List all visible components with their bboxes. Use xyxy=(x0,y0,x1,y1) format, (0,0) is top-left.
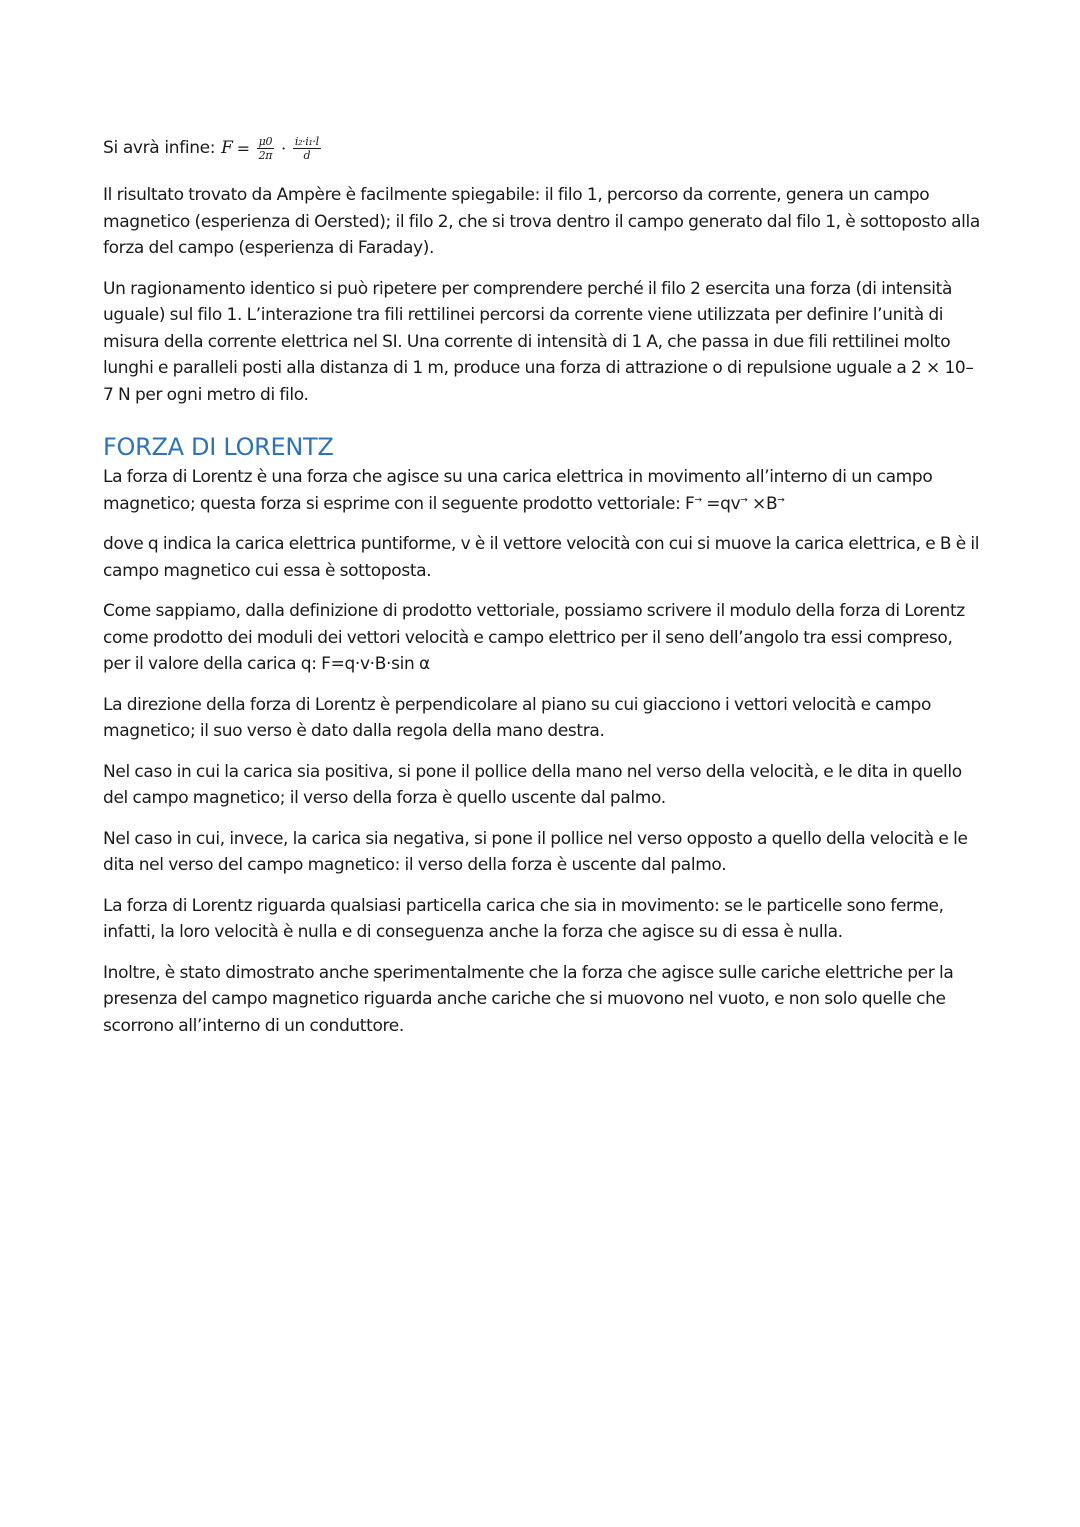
fraction-numerator: μ0 xyxy=(258,134,273,148)
paragraph-vacuum-charges: Inoltre, è stato dimostrato anche sperimentalmente che la forza che agisce sulle cariche elettriche per la presenza del campo magnetico riguarda anche cariche che si muovono nel vuoto, e non solo quelle che scorrono all’interno di un conduttore. xyxy=(103,962,954,1036)
vector-arrow: → xyxy=(740,494,748,505)
fraction-denominator: 2π xyxy=(258,148,273,162)
fraction-currents-over-d xyxy=(293,135,321,162)
formula-lhs: F xyxy=(221,138,233,158)
vector-qv: =qv xyxy=(701,493,741,514)
formula-dot: · xyxy=(281,138,286,158)
paragraph-moving-particles: La forza di Lorentz riguarda qualsiasi particella carica che sia in movimento: se le particelle sono ferme, infatti, la loro velocità è nulla e di conseguenza anche la forza che agisce su di essa è nulla. xyxy=(103,895,944,942)
paragraph-lorentz-direction: La direzione della forza di Lorentz è perpendicolare al piano su cui giacciono i vettori velocità e campo magnetico; il suo verso è dato dalla regola della mano destra. xyxy=(103,694,932,741)
vector-f: F xyxy=(685,493,695,514)
formula-equals: = xyxy=(236,138,250,158)
fraction-numerator: i₂·i₁·l xyxy=(294,134,319,148)
vector-arrow: → xyxy=(777,494,785,505)
fraction-mu-over-2pi xyxy=(257,135,275,162)
paragraph-lorentz-terms: dove q indica la carica elettrica puntiforme, v è il vettore velocità con cui si muove la carica elettrica, e B è il campo magnetico cui essa è sottoposta. xyxy=(103,534,980,581)
vector-b: ×B xyxy=(747,493,778,514)
paragraph-positive-charge: Nel caso in cui la carica sia positiva, si pone il pollice della mano nel verso della velocità, e le dita in quello del campo magnetico; il verso della forza è quello uscente dal palmo. xyxy=(103,761,962,808)
ampere-force-formula xyxy=(221,135,324,162)
lorentz-intro-text: La forza di Lorentz è una forza che agisce su una carica elettrica in movimento all’interno di un campo magnetico; questa forza si esprime con il seguente prodotto vettoriale: xyxy=(103,467,933,514)
force-formula-line xyxy=(103,128,983,168)
document-page xyxy=(103,128,983,1039)
paragraph-ampere-definition: Un ragionamento identico si può ripetere per comprendere perché il filo 2 esercita una forza (di intensità uguale) sul filo 1. L’interazione tra fili rettilinei percorsi da corrente viene utilizzata per definire l’unità di misura della corrente elettrica nel SI. Una corrente di intensità di 1 A, che passa in due fili rettilinei molto lunghi e paralleli posti alla distanza di 1 m, produce una forza di attrazione o di repulsione uguale a 2 × 10–7 N per ogni metro di filo. xyxy=(103,278,974,405)
formula-prefix: Si avrà infine: xyxy=(103,138,216,158)
paragraph-lorentz-intro xyxy=(103,464,983,517)
fraction-denominator: d xyxy=(303,148,311,162)
paragraph-ampere-explanation: Il risultato trovato da Ampère è facilmente spiegabile: il filo 1, percorso da corrente, genera un campo magnetico (esperienza di Oersted); il filo 2, che si trova dentro il campo generato dal filo 1, è sottoposto alla forza del campo (esperienza di Faraday). xyxy=(103,185,980,258)
paragraph-negative-charge: Nel caso in cui, invece, la carica sia negativa, si pone il pollice nel verso opposto a quello della velocità e le dita nel verso del campo magnetico: il verso della forza è uscente dal palmo. xyxy=(103,828,968,875)
section-title: FORZA DI LORENTZ xyxy=(103,433,334,461)
vector-arrow: → xyxy=(694,494,702,505)
paragraph-lorentz-modulus: Come sappiamo, dalla definizione di prodotto vettoriale, possiamo scrivere il modulo della forza di Lorentz come prodotto dei moduli dei vettori velocità e campo elettrico per il seno dell’angolo tra essi compreso, per il valore della carica q: F=q·v·B·sin α xyxy=(103,601,965,674)
